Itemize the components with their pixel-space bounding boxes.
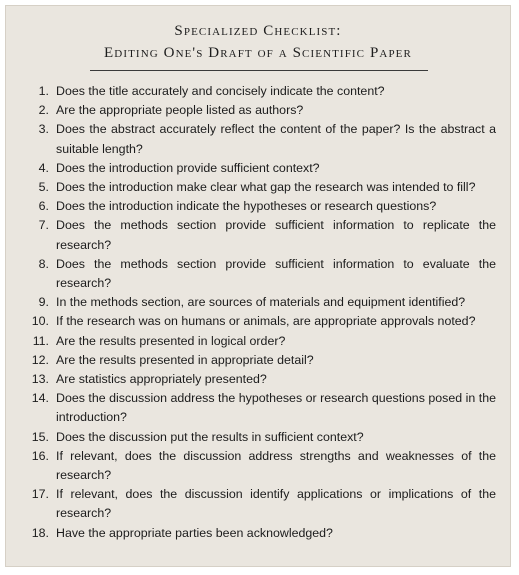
item-number: 2. xyxy=(38,103,49,118)
checklist-item-10 xyxy=(6,312,510,331)
item-text: Does the introduction make clear what gap the research was intended to fill? xyxy=(56,180,476,195)
item-number: 10. xyxy=(31,314,49,329)
item-number: 4. xyxy=(38,160,49,175)
item-text: Does the title accurately and concisely indicate the content? xyxy=(56,84,385,98)
checklist-item-18 xyxy=(6,524,510,543)
item-number: 9. xyxy=(38,295,49,310)
checklist-item-7 xyxy=(6,216,510,254)
checklist-item-9 xyxy=(6,293,510,312)
item-text: Does the methods section provide sufficient information to replicate the research? xyxy=(56,218,496,252)
title-line-1: Specialized Checklist: xyxy=(174,23,342,39)
checklist-item-3 xyxy=(6,120,510,158)
item-number: 8. xyxy=(38,256,49,271)
item-number: 14. xyxy=(31,391,49,406)
item-text: Are the results presented in logical order? xyxy=(56,333,286,348)
item-text: Have the appropriate parties been acknowledged? xyxy=(56,525,333,540)
checklist-item-4 xyxy=(6,159,510,178)
checklist-item-2 xyxy=(6,101,510,120)
checklist-item-15 xyxy=(6,428,510,447)
item-text: Does the methods section provide sufficient information to evaluate the research? xyxy=(56,256,496,291)
item-number: 6. xyxy=(38,199,49,214)
item-text: In the methods section, are sources of materials and equipment identified? xyxy=(56,295,466,310)
item-text: If relevant, does the discussion identify applications or implications of the research? xyxy=(56,487,496,521)
item-text: Are statistics appropriately presented? xyxy=(56,372,267,387)
title-line-2: Editing One's Draft of a Scientific Paper xyxy=(104,45,412,61)
checklist-item-13 xyxy=(6,370,510,389)
item-text: Does the discussion address the hypotheses or research questions posed in the introduction? xyxy=(56,391,496,425)
checklist-item-12 xyxy=(6,351,510,370)
item-text: If relevant, does the discussion address strengths and weaknesses of the research? xyxy=(56,448,496,483)
item-text: Does the abstract accurately reflect the content of the paper? Is the abstract a suitable length? xyxy=(56,122,496,156)
title-divider xyxy=(90,70,428,71)
item-number: 5. xyxy=(38,180,49,195)
item-number: 16. xyxy=(31,448,49,463)
checklist-item-1 xyxy=(6,82,510,101)
item-number: 11. xyxy=(32,333,49,348)
item-number: 3. xyxy=(38,122,49,137)
checklist-item-16 xyxy=(6,447,510,485)
item-number: 7. xyxy=(38,218,49,233)
checklist-item-8 xyxy=(6,255,510,293)
item-text: If the research was on humans or animals, are appropriate approvals noted? xyxy=(56,314,476,329)
checklist-title xyxy=(6,20,510,64)
item-text: Are the appropriate people listed as authors? xyxy=(56,103,304,118)
item-number: 13. xyxy=(31,372,49,387)
item-number: 12. xyxy=(31,352,49,367)
checklist-panel xyxy=(5,5,511,567)
checklist-item-11 xyxy=(6,332,510,351)
checklist-item-14 xyxy=(6,389,510,427)
item-text: Does the introduction provide sufficient context? xyxy=(56,160,320,175)
checklist xyxy=(6,82,510,543)
item-number: 18. xyxy=(31,525,49,540)
item-number: 15. xyxy=(31,429,49,444)
checklist-item-5 xyxy=(6,178,510,197)
item-text: Does the discussion put the results in sufficient context? xyxy=(56,429,364,444)
item-number: 17. xyxy=(31,487,49,502)
checklist-item-17 xyxy=(6,485,510,523)
item-number: 1. xyxy=(38,84,49,98)
item-text: Does the introduction indicate the hypotheses or research questions? xyxy=(56,199,437,214)
checklist-item-6 xyxy=(6,197,510,216)
item-text: Are the results presented in appropriate detail? xyxy=(56,352,314,367)
